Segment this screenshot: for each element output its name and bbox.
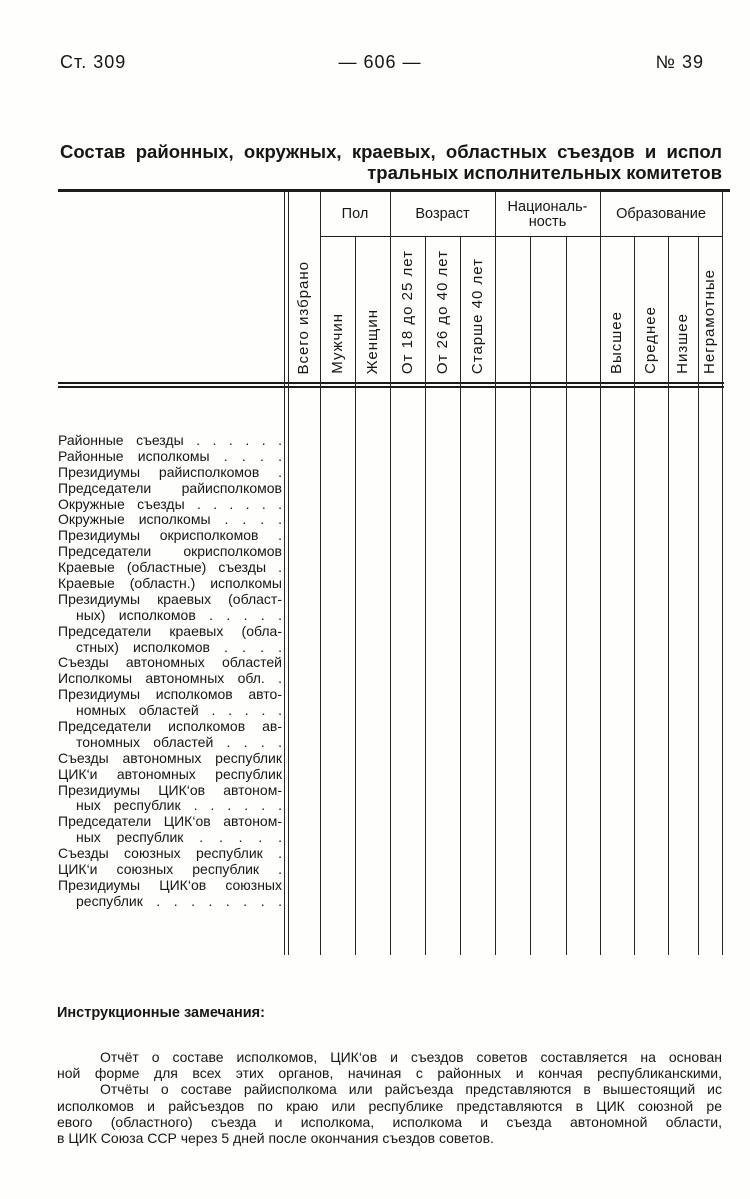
- row-label-text: Председатели окрисполкомов: [58, 544, 282, 560]
- column-label: Старше 40 лет: [468, 257, 486, 374]
- group-label: Возраст: [415, 206, 470, 222]
- column-rule: [600, 192, 601, 955]
- column-header-nationality-2: [530, 237, 566, 382]
- row-label-text: Районные исполкомы . . . .: [58, 448, 282, 464]
- column-header-age-18-25: [390, 237, 425, 382]
- row-label-text: ЦИК‘и союзных республик .: [58, 862, 282, 878]
- row-label-text: Президиумы краевых (област-: [58, 591, 282, 607]
- column-rule: [460, 237, 461, 955]
- table-top-rule: [58, 189, 730, 192]
- table-row-label: [58, 512, 282, 528]
- row-label-continuation: ных) исполкомов . . . . .: [76, 607, 282, 623]
- column-label: Мужчин: [328, 313, 346, 374]
- column-header-men: [320, 237, 355, 382]
- column-header-illiterate: [698, 237, 722, 382]
- column-label: Всего избрано: [295, 260, 312, 374]
- notes-line: исполкомов и райсъездов по краю или республике представляются в ЦИК союзной ре: [57, 1097, 722, 1114]
- notes-line: ной форме для всех этих органов, начиная с районных и кончая республиканскими,: [57, 1065, 722, 1082]
- group-label: Образование: [616, 206, 706, 222]
- table-row-label: [58, 878, 282, 910]
- column-rule: [320, 192, 321, 955]
- row-label-text: Краевые (областные) съезды .: [58, 560, 282, 576]
- group-header-age: [390, 193, 495, 236]
- table-row-label: [58, 497, 282, 513]
- table-row-label: [58, 449, 282, 465]
- header-bottom-rule: [58, 382, 724, 384]
- column-header-higher: [600, 237, 634, 382]
- table-row-label: [58, 783, 282, 815]
- row-label-text: Президиумы окрисполкомов .: [58, 528, 282, 544]
- header-bottom-rule: [58, 386, 724, 388]
- table-row-label: [58, 814, 282, 846]
- table-row-label: [58, 862, 282, 878]
- row-label-text: Краевые (областн.) исполкомы: [58, 576, 282, 592]
- table-row-label: [58, 846, 282, 862]
- group-header-education: [600, 193, 722, 236]
- row-labels: [58, 433, 282, 910]
- row-label-text: Председатели райисполкомов: [58, 480, 282, 496]
- column-rule: [495, 192, 496, 955]
- column-header-age-over-40: [460, 237, 495, 382]
- notes-heading: Инструкционные замечания:: [57, 1005, 265, 1021]
- notes-line: Отчёты о составе райисполкома или райсъезда представляются в вышестоящий ис: [100, 1081, 722, 1098]
- row-label-text: Районные съезды . . . . . .: [58, 433, 282, 448]
- article-number: Ст. 309: [60, 52, 127, 72]
- row-label-text: Президиумы исполкомов авто-: [58, 687, 282, 703]
- group-header-nationality: [495, 193, 600, 236]
- column-header-lower: [668, 237, 698, 382]
- table-row-label: [58, 560, 282, 576]
- group-label-line: Националь-: [507, 198, 588, 215]
- table-row-label: [58, 671, 282, 687]
- row-label-continuation: ных республик . . . . . .: [76, 798, 282, 814]
- table-row-label: [58, 687, 282, 719]
- table-row-label: [58, 576, 282, 592]
- table-row-label: [58, 465, 282, 481]
- table-row-label: [58, 481, 282, 497]
- table-title-line-1: Состав районных, окружных, краевых, областных съездов и испол: [60, 141, 722, 162]
- row-label-text: Председатели ЦИК‘ов автоном-: [58, 814, 282, 830]
- row-label-continuation: стных) исполкомов . . . .: [76, 639, 282, 655]
- column-label: От 18 до 25 лет: [398, 249, 416, 374]
- row-label-text: Съезды автономных областей: [58, 655, 282, 671]
- row-label-text: Съезды союзных республик .: [58, 846, 282, 862]
- column-header-secondary: [634, 237, 668, 382]
- column-rule: [425, 237, 426, 955]
- row-label-text: Председатели исполкомов ав-: [58, 719, 282, 735]
- column-label: Неграмотные: [701, 269, 718, 374]
- table-title-line-2: тральных исполнительных комитетов: [367, 162, 722, 183]
- column-label: Женщин: [363, 308, 381, 374]
- row-label-text: Президиумы ЦИК‘ов автоном-: [58, 782, 282, 798]
- row-label-continuation: номных областей . . . . .: [76, 703, 282, 719]
- column-rule: [288, 192, 289, 955]
- column-rule: [566, 237, 567, 955]
- column-rule: [530, 237, 531, 955]
- row-label-continuation: республик . . . . . . . .: [76, 893, 282, 909]
- column-header-nationality-1: [495, 237, 530, 382]
- column-rule: [284, 192, 285, 955]
- row-label-text: Исполкомы автономных обл. .: [58, 671, 282, 687]
- group-label-line: ность: [528, 213, 567, 230]
- column-rule: [390, 192, 391, 955]
- row-label-text: Президиумы ЦИК‘ов союзных: [58, 877, 282, 893]
- column-rule: [698, 237, 699, 955]
- column-rule: [355, 237, 356, 955]
- row-label-text: ЦИК‘и автономных республик: [58, 766, 282, 782]
- table-row-label: [58, 655, 282, 671]
- column-rule: [722, 192, 723, 955]
- table-row-label: [58, 433, 282, 449]
- page-number: — 606 —: [338, 52, 422, 72]
- table-row-label: [58, 719, 282, 751]
- notes-body: [57, 1049, 722, 1146]
- row-label-continuation: тономных областей . . . .: [76, 734, 282, 750]
- row-label-text: Председатели краевых (обла-: [58, 623, 282, 639]
- column-label: Среднее: [642, 306, 659, 374]
- group-header-sex: [320, 193, 390, 236]
- notes-line: евого (областного) съезда и исполкома, исполкома и съезда автономной области,: [57, 1113, 722, 1130]
- column-rule: [634, 237, 635, 955]
- row-label-text: Окружные исполкомы . . . .: [58, 512, 282, 528]
- column-label: От 26 до 40 лет: [433, 249, 451, 374]
- table-row-label: [58, 592, 282, 624]
- table-row-label: [58, 544, 282, 560]
- table-row-label: [58, 751, 282, 767]
- issue-number: № 39: [655, 52, 704, 72]
- table-row-label: [58, 624, 282, 656]
- notes-line: Отчёт о составе исполкомов, ЦИК‘ов и съездов советов составляется на основан: [100, 1049, 722, 1065]
- notes-line: в ЦИК Союза ССР через 5 дней после окончания съездов советов.: [57, 1129, 494, 1146]
- column-header-nationality-3: [566, 237, 600, 382]
- column-label: Высшее: [608, 310, 625, 374]
- row-label-text: Окружные съезды . . . . . .: [58, 496, 282, 512]
- group-label: Пол: [341, 206, 369, 222]
- column-label: Низшее: [674, 313, 691, 374]
- column-header-total: [288, 193, 320, 382]
- column-header-women: [355, 237, 390, 382]
- row-label-text: Съезды автономных республик: [58, 750, 282, 766]
- row-label-continuation: ных республик . . . . .: [76, 830, 282, 846]
- table-row-label: [58, 528, 282, 544]
- table-row-label: [58, 767, 282, 783]
- column-rule: [668, 237, 669, 955]
- column-header-age-26-40: [425, 237, 460, 382]
- row-label-text: Президиумы райисполкомов .: [58, 464, 282, 480]
